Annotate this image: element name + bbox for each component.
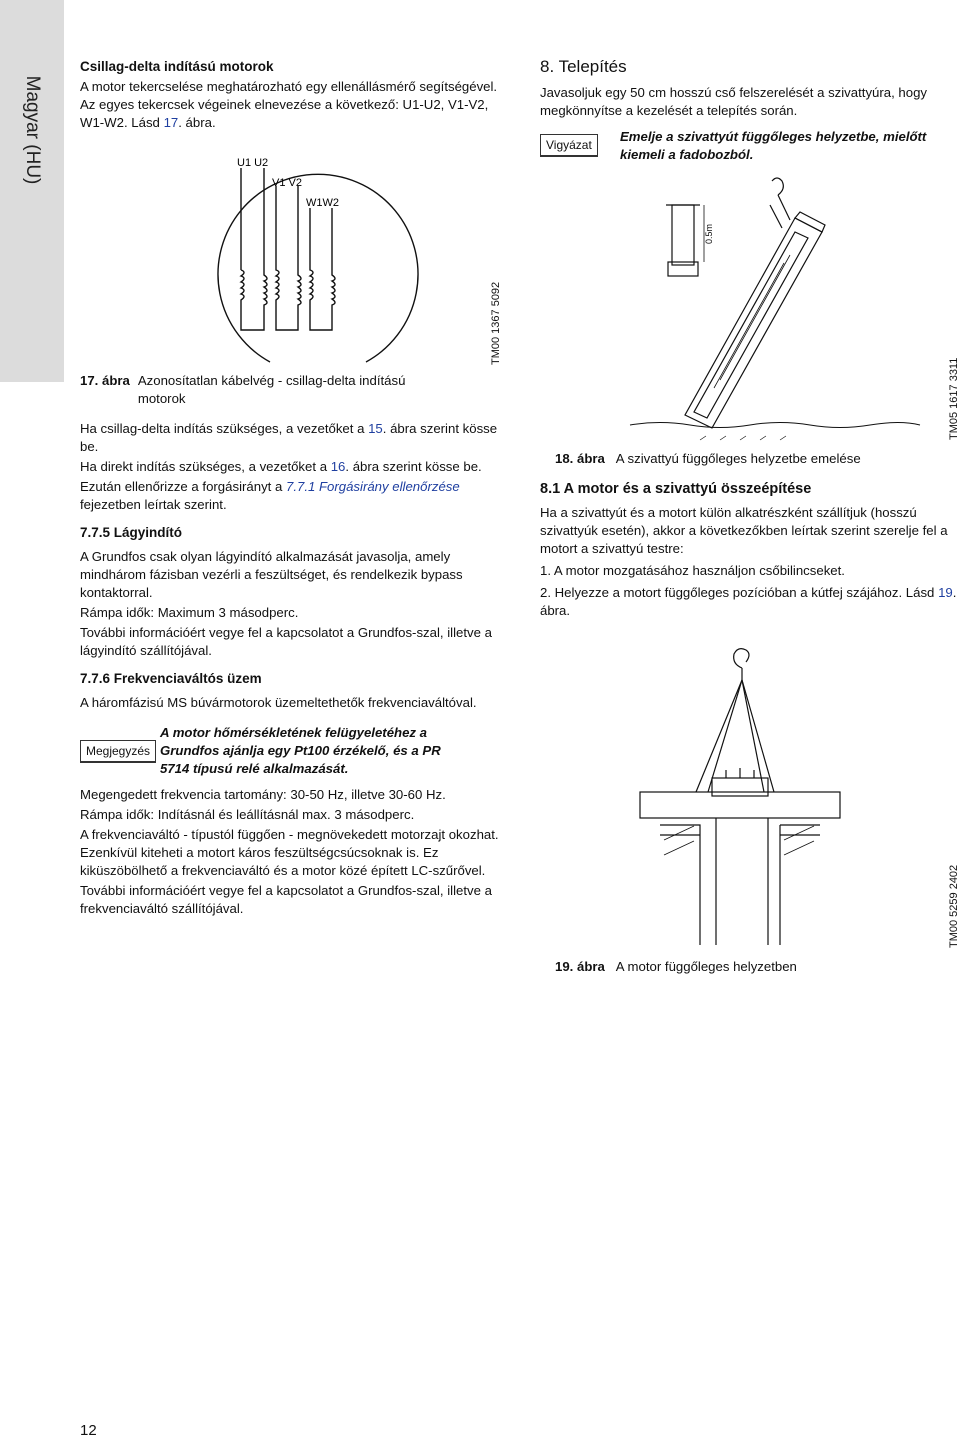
fig18-code: TM05 1617 3311: [948, 357, 960, 440]
fig17-caption-text: Azonosítatlan kábelvég - csillag-delta indítású motorok: [137, 373, 406, 406]
fig19-caption: [555, 958, 797, 976]
para-star-b: . ábra szerint kösse be.: [80, 421, 498, 454]
freq-heading: 7.7.6 Frekvenciaváltós üzem: [80, 671, 262, 686]
fig19-ref-link[interactable]: 19: [938, 585, 953, 600]
fig19-caption-text: A motor függőleges helyzetben: [615, 959, 797, 974]
soft-heading: 7.7.5 Lágyindító: [80, 525, 183, 540]
freq-p1: A háromfázisú MS búvármotorok üzemeltethetők frekvenciaváltóval.: [80, 695, 477, 710]
fig15-ref-link[interactable]: 15: [368, 421, 383, 436]
step-2-b: . ábra.: [540, 585, 957, 618]
star-delta-text-body: A motor tekercselése meghatározható egy ellenállásmérő segítségével. Az egyes tekercsek végeinek elnevezése a következő: U1-U2, V1-V2, W1-W2. Lásd: [80, 79, 498, 130]
warning-text: Emelje a szivattyút függőleges helyzetbe, mielőtt kiemeli a fadobozból.: [620, 129, 927, 162]
warning-label: Vigyázat: [540, 134, 598, 157]
soft-p3: További információért vegye fel a kapcsolatot a Grundfos-szal, illetve a lágyindító szállítójával.: [80, 625, 492, 658]
note-text: A motor hőmérsékletének felügyeletéhez a Grundfos ajánlja egy Pt100 érzékelő, és a PR 5714 típusú relé alkalmazását.: [160, 725, 441, 776]
note-label: Megjegyzés: [80, 740, 156, 763]
fig17-label-v: V1 V2: [272, 177, 302, 189]
freq-p3: Rámpa idők: Indításnál és leállításnál max. 3 másodperc.: [80, 807, 415, 822]
section-771-ref-link[interactable]: 7.7.1 Forgásirány ellenőrzése: [285, 479, 460, 494]
fig16-ref-link[interactable]: 16: [330, 459, 346, 474]
fig19-caption-num: 19. ábra: [555, 959, 605, 974]
freq-p4: A frekvenciaváltó - típustól függően - megnövekedett motorzajt okozhat. Ezenkívül kiteheti a motort káros feszültségcsúcsoknak is. Ez kiküszöbölhető a frekvenciaváltó és a motor közé épített LC-szűrővel.: [80, 827, 499, 878]
para-check-b: fejezetben leírtak szerint.: [80, 497, 227, 512]
side-tab-label: Magyar (HU): [22, 75, 43, 185]
fig17-code: TM00 1367 5092: [490, 281, 502, 365]
fig18-dim-label: 0.5m: [704, 223, 714, 244]
fig19-code: TM00 5259 2402: [948, 864, 960, 948]
para-direct-b: . ábra szerint kösse be.: [345, 459, 482, 474]
install-heading: 8. Telepítés: [540, 57, 627, 76]
fig17-label-u: U1 U2: [237, 157, 269, 169]
para-check-a: Ezután ellenőrizze a forgásirányt a: [80, 479, 286, 494]
assembly-heading: 8.1 A motor és a szivattyú összeépítése: [540, 481, 812, 497]
star-delta-heading: Csillag-delta indítású motorok: [80, 59, 274, 74]
step-2-a: 2. Helyezze a motort függőleges pozícióban a kútfej szájához. Lásd: [540, 585, 939, 600]
page-number: 12: [80, 1422, 97, 1439]
fig17-caption-num: 17. ábra: [80, 373, 130, 388]
fig18-caption-text: A szivattyú függőleges helyzetbe emelése: [615, 451, 861, 466]
star-delta-ref-suffix: . ábra.: [178, 115, 216, 130]
para-star-a: Ha csillag-delta indítás szükséges, a vezetőket a: [80, 421, 369, 436]
freq-p5: További információért vegye fel a kapcsolatot a Grundfos-szal, illetve a frekvenciaváltó szállítójával.: [80, 883, 492, 916]
soft-p1: A Grundfos csak olyan lágyindító alkalmazását javasolja, amely mindhárom fázisban vezérli a feszültséget, és rendelkezik bypass kontaktorral.: [80, 549, 463, 600]
step-1: 1. A motor mozgatásához használjon csőbilincseket.: [540, 563, 845, 578]
para-direct-a: Ha direkt indítás szükséges, a vezetőket a: [80, 459, 331, 474]
assembly-p1: Ha a szivattyút és a motort külön alkatrészként szállítjuk (hosszú szivattyúk esetén), akkor a következőkben leírtak szerint szerelje fel a motort a szivattyú testre:: [540, 505, 948, 556]
fig17-label-w: W1W2: [306, 197, 339, 209]
soft-p2: Rámpa idők: Maximum 3 másodperc.: [80, 605, 299, 620]
freq-p2: Megengedett frekvencia tartomány: 30-50 Hz, illetve 30-60 Hz.: [80, 787, 446, 802]
install-p1: Javasoljuk egy 50 cm hosszú cső felszerelését a szivattyúra, hogy megkönnyítse a kezelését a telepítés során.: [540, 85, 928, 118]
fig18-caption-num: 18. ábra: [555, 451, 605, 466]
fig17-ref-link[interactable]: 17: [163, 115, 179, 130]
